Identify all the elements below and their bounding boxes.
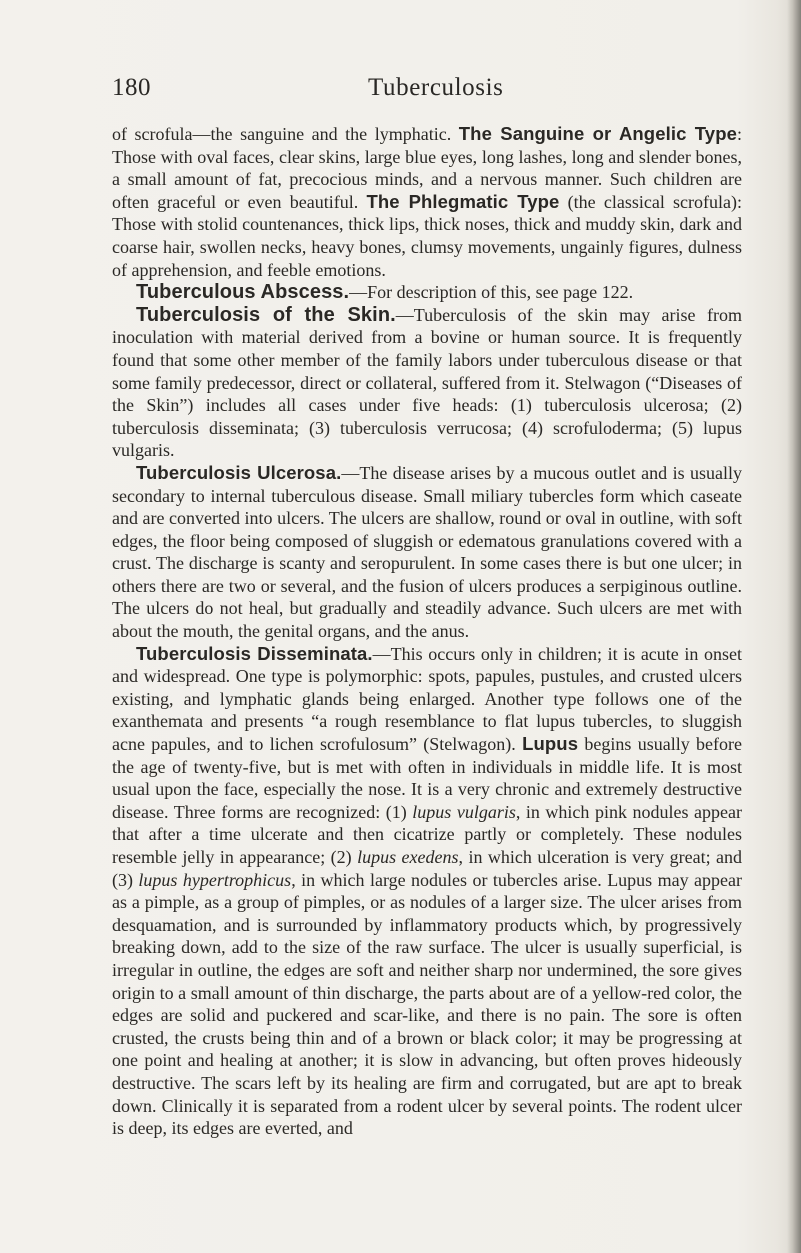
italic-term: lupus exedens (357, 847, 459, 867)
page-number: 180 (112, 74, 151, 101)
body-text-run: —This occurs only in children; it is acute in onset and widespread. One type is polymorphic: spots, papules, pustules, and crusted ulcers existing, and lymphatic glands being enlarged. Another type follows one of the exanthemata and presents “a rough resemblance to flat lupus tubercles, to sluggish acne papules, and to lichen scrofulosum” (Stelwagon). (112, 643, 742, 755)
body-text-run: —The disease arises by a mucous outlet and is usually secondary to internal tuberculous disease. Small miliary tubercles form which caseate and are converted into ulcers. The ulcers are shallow, round or oval in outline, with soft edges, the floor being composed of sluggish or edematous granulations covered with a crust. The discharge is scanty and seropurulent. In some cases there is but one ulcer; in others there are two or several, and the fusion of ulcers produces a serpiginous outline. The ulcers do not heal, but gradually and steadily advance. Such ulcers are met with about the mouth, the genital organs, and the anus. (112, 462, 742, 642)
paragraph (112, 643, 742, 1140)
body-text-run: : Those with oval faces, clear skins, large blue eyes, long lashes, long and slender bones, a small amount of fat, precocious minds, and a nervous manner. Such children are often graceful or even beautiful. (112, 124, 742, 212)
body-text-run: (the classical scrofula): Those with stolid countenances, thick lips, thick noses, thick and muddy skin, dark and coarse hair, swollen necks, heavy bones, clumsy movements, ungainly figures, dulness of apprehension, and feeble emotions. (112, 191, 743, 280)
section-heading: The Phlegmatic Type (366, 190, 560, 212)
italic-term: lupus vulgaris (412, 801, 516, 822)
body-text-run: begins usually before the age of twenty-five, but is met with often in individuals in middle life. It is most usual upon the face, especially the nose. It is a very chronic and extremely destructive disease. Three forms are recognized: (1) (112, 734, 742, 822)
body-text-run: , in which large nodules or tubercles arise. Lupus may appear as a pimple, as a group of pimples, or as nodules of a larger size. The ulcer arises from desquamation, and is surrounded by inflammatory products which, by progressively breaking down, add to the size of the raw surface. The ulcer is usually superficial, is irregular in outline, the edges are soft and neither sharp nor undermined, the sore gives origin to a small amount of thin discharge, the parts about are of a yellow-red color, the edges are solid and puckered and scar-like, and there is no pain. The sore is often crusted, the crusts being thin and of a brown or black color; it may be progressing at one point and healing at another; it is slow in advancing, but often proves hideously destructive. The scars left by its healing are firm and corrugated, but are apt to break down. Clinically it is separated from a rodent ulcer by several points. The rodent ulcer is deep, its edges are everted, and (112, 869, 742, 1139)
section-heading: Tuberculosis of the Skin. (136, 303, 396, 326)
page-header (0, 74, 801, 108)
section-heading: Lupus (522, 733, 579, 755)
paragraph (112, 462, 742, 643)
body-text-run: , in which pink nodules appear that after a time ulcerate and then cicatrize partly or completely. These nodules resemble jelly in appearance; (2) (112, 801, 743, 867)
paragraph (112, 281, 742, 304)
body-text (112, 123, 742, 1140)
paragraph (112, 304, 742, 462)
section-heading: The Sanguine or Angelic Type (458, 123, 737, 144)
running-head: Tuberculosis (368, 74, 504, 101)
body-text-run: of scrofula—the sanguine and the lymphatic. (112, 124, 459, 144)
section-heading: Tuberculosis Ulcerosa. (136, 461, 342, 483)
section-heading: Tuberculous Abscess. (136, 281, 350, 304)
italic-term: lupus hypertrophicus (138, 869, 292, 890)
section-heading: Tuberculosis Disseminata. (136, 642, 373, 664)
page-edge-shadow (787, 0, 801, 1253)
body-text-run: , in which ulceration is very great; and (3) (112, 847, 743, 890)
body-text-run: —For description of this, see page 122. (349, 282, 634, 303)
paragraph (112, 123, 742, 281)
body-text-run: —Tuberculosis of the skin may arise from inoculation with material derived from a bovine or human source. It is frequently found that some other member of the family labors under tuberculous disease or that some family predecessor, direct or collateral, suffered from it. Stelwagon (“Diseases of the Skin”) includes all cases under five heads: (1) tuberculosis ulcerosa; (2) tuberculosis disseminata; (3) tuberculosis verrucosa; (4) scrofuloderma; (5) lupus vulgaris. (112, 304, 743, 461)
